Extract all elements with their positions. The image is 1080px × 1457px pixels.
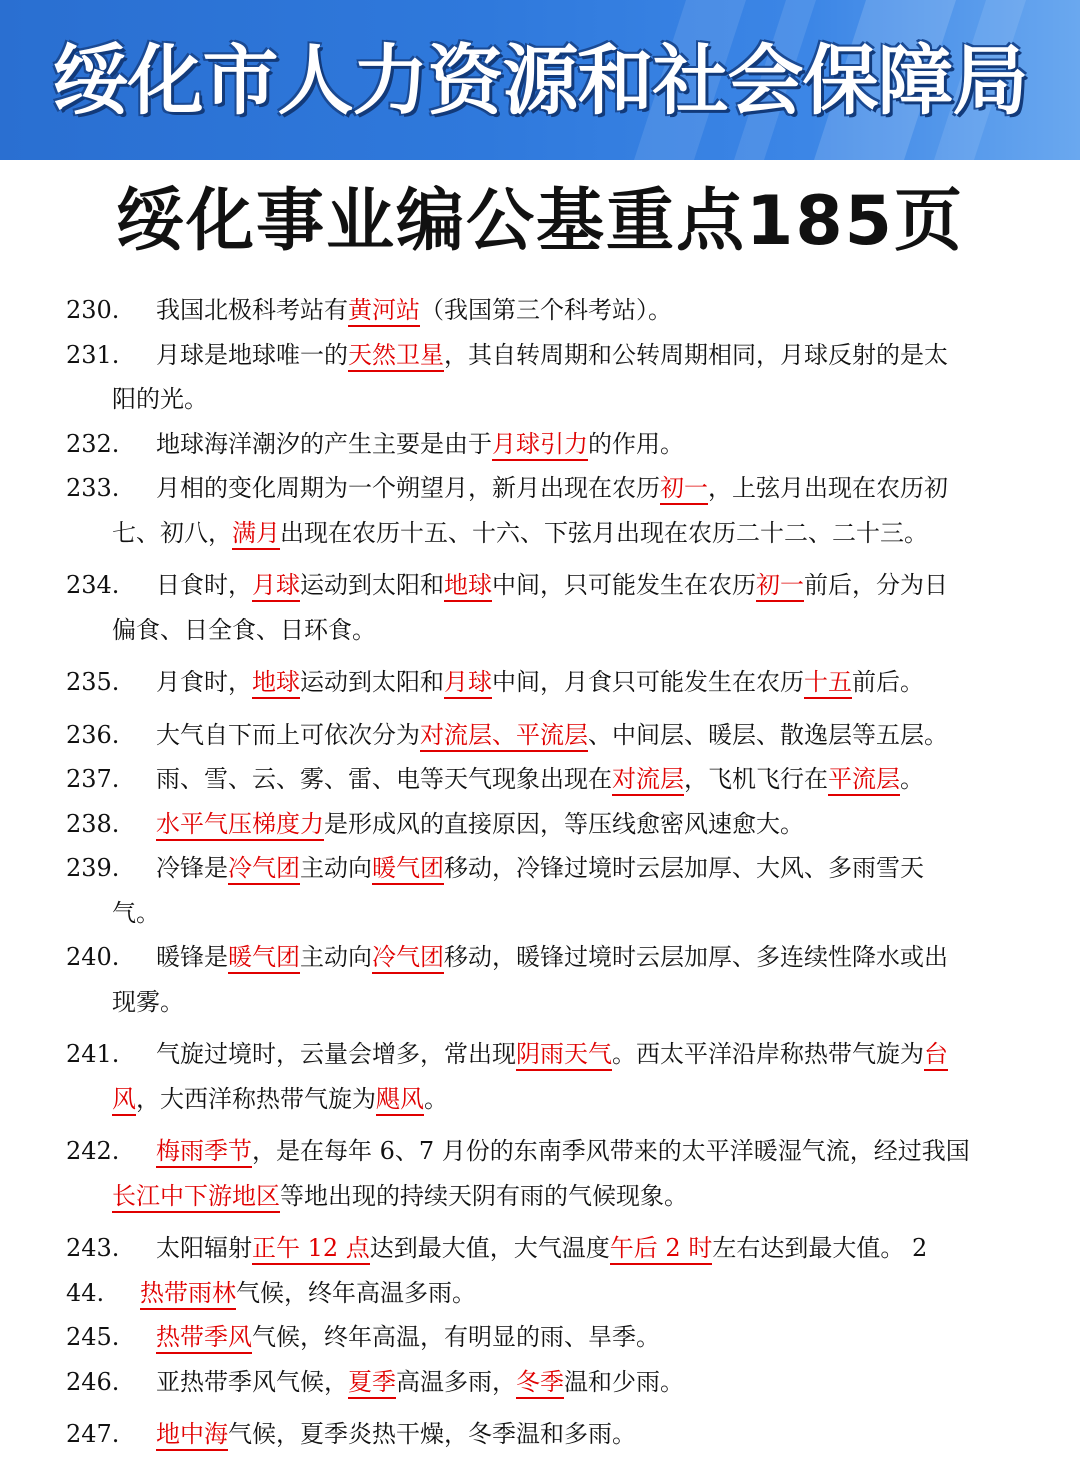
text-segment: 日食时， [156,571,252,599]
text-segment: 雨、雪、云、雾、雷、电等天气现象出现在 [156,765,612,793]
list-item [0,466,1080,555]
text-segment: 中间，月食只可能发生在农历 [492,668,804,696]
text-segment: 是形成风的直接原因，等压线愈密风速愈大。 [324,809,804,838]
item-text [112,333,970,422]
text-segment: 高温多雨， [396,1367,516,1396]
item-text [112,422,970,467]
text-segment: ，上弦月出现在农历初七、初八， [112,474,948,547]
item-number: 246. [66,1367,120,1396]
text-segment: 、中间层、暖层、散逸层等五层。 [588,720,948,749]
spacer [0,652,1080,660]
spacer [0,1121,1080,1129]
page-title: 绥化事业编公基重点185页 [116,182,964,261]
highlighted-term: 月球 [252,571,300,602]
item-number: 236. [66,720,120,749]
item-number: 235. [66,668,120,696]
list-item [0,563,1080,652]
list-item [0,1271,1080,1316]
text-segment: 暖锋是 [156,943,228,971]
spacer [0,1024,1080,1032]
list-item [0,1360,1080,1405]
item-number: 230. [66,296,120,324]
text-segment: 气旋过境时，云量会增多，常出现 [156,1040,516,1068]
highlighted-term: 冷气团 [372,943,444,974]
text-segment: 月食时， [156,668,252,696]
text-segment: 月相的变化周期为一个朔望月，新月出现在农历 [156,474,660,502]
text-segment: 运动到太阳和 [300,571,444,599]
item-text [112,1412,970,1457]
text-segment: 主动向 [300,854,372,882]
text-segment: 气候，终年高温多雨。 [236,1278,476,1307]
spacer [0,555,1080,563]
item-text [112,935,970,1024]
text-segment: 气候，夏季炎热干燥，冬季温和多雨。 [228,1420,636,1448]
text-segment: ，大西洋称热带气旋为 [136,1084,376,1113]
highlighted-term: 长江中下游地区 [112,1182,280,1213]
item-number: 242. [66,1137,120,1165]
list-item [0,422,1080,467]
item-text [112,563,970,652]
item-text [112,466,970,555]
text-segment: 前后，分为日偏食、日全食、日环食。 [112,571,948,644]
text-segment: 主动向 [300,943,372,971]
list-item [0,333,1080,422]
highlighted-term: 台风 [112,1040,948,1116]
text-segment: 运动到太阳和 [300,668,444,696]
text-segment: （我国第三个科考站）。 [420,296,672,324]
item-number: 238. [66,809,120,838]
highlighted-term: 热带季风 [156,1323,252,1354]
highlighted-term: 正午 12 点 [252,1234,370,1265]
text-segment: 移动，冷锋过境时云层加厚、大风、多雨雪天气。 [112,854,924,927]
item-text [112,1271,970,1316]
item-text [112,1226,970,1271]
list-item [0,1226,1080,1271]
item-text [112,1360,970,1405]
spacer [0,1218,1080,1226]
item-text [112,660,970,705]
text-segment: 我国北极科考站有 [156,296,348,324]
highlighted-term: 暖气团 [372,854,444,885]
item-number: 44. [66,1278,105,1307]
highlighted-term: 冷气团 [228,854,300,885]
item-number: 240. [66,943,120,971]
highlighted-term: 地球 [252,668,300,699]
text-segment: 等地出现的持续天阴有雨的气候现象。 [280,1181,688,1210]
item-number: 232. [66,429,120,458]
text-segment: 前后。 [852,668,924,696]
highlighted-term: 地中海 [156,1420,228,1451]
list-item [0,1129,1080,1218]
item-text [112,288,970,333]
item-number: 233. [66,474,120,502]
text-segment: 月球是地球唯一的 [156,340,348,369]
item-text [112,1032,970,1121]
text-segment: 冷锋是 [156,854,228,882]
highlighted-term: 午后 2 时 [610,1234,713,1265]
text-segment: 达到最大值，大气温度 [369,1234,610,1262]
highlighted-term: 梅雨季节 [156,1137,252,1168]
text-segment: 移动，暖锋过境时云层加厚、多连续性降水或出现雾。 [112,943,948,1016]
spacer [0,705,1080,713]
highlighted-term: 十五 [804,668,852,699]
highlighted-term: 阴雨天气 [516,1040,612,1071]
header-banner [0,0,1080,160]
highlighted-term: 初一 [756,571,804,602]
item-number: 239. [66,854,120,882]
text-segment: 太阳辐射 [156,1234,252,1262]
text-segment: 。 [424,1084,448,1113]
item-text [112,757,970,802]
spacer [0,1404,1080,1412]
text-segment: 出现在农历十五、十六、下弦月出现在农历二十二、二十三。 [280,518,928,547]
text-segment: 左右达到最大值。 2 [712,1234,928,1262]
text-segment: 中间，只可能发生在农历 [492,571,756,599]
text-segment: 大气自下而上可依次分为 [156,720,420,749]
highlighted-term: 天然卫星 [348,341,444,372]
list-item [0,802,1080,847]
text-segment: 气候，终年高温，有明显的雨、旱季。 [252,1323,660,1351]
highlighted-term: 月球引力 [492,430,588,461]
highlighted-term: 飓风 [376,1085,424,1116]
list-item [0,757,1080,802]
list-item [0,288,1080,333]
list-item [0,846,1080,935]
list-item [0,713,1080,758]
text-segment: 。 [900,765,924,793]
text-segment: 地球海洋潮汐的产生主要是由于 [156,429,492,458]
list-item [0,660,1080,705]
item-number: 243. [66,1234,120,1262]
highlighted-term: 初一 [660,474,708,505]
banner-title: 绥化市人力资源和社会保障局 [52,36,1028,125]
item-text [112,1315,970,1360]
text-segment: 亚热带季风气候， [156,1367,348,1396]
highlighted-term: 对流层、平流层 [420,721,588,752]
list-item [0,1315,1080,1360]
item-text [112,713,970,758]
item-number: 241. [66,1040,120,1068]
highlighted-term: 平流层 [828,765,900,796]
item-number: 231. [66,340,120,369]
text-segment: 的作用。 [588,429,684,458]
list-item [0,935,1080,1024]
highlighted-term: 月球 [444,668,492,699]
item-text [112,846,970,935]
knowledge-point-list [0,288,1080,1457]
list-item [0,1032,1080,1121]
item-number: 234. [66,571,120,599]
highlighted-term: 冬季 [516,1368,564,1399]
text-segment: 温和少雨。 [564,1367,684,1396]
item-number: 237. [66,765,120,793]
text-segment: ，飞机飞行在 [684,765,828,793]
highlighted-term: 地球 [444,571,492,602]
highlighted-term: 暖气团 [228,943,300,974]
item-text [112,802,970,847]
highlighted-term: 夏季 [348,1368,396,1399]
highlighted-term: 热带雨林 [140,1279,236,1310]
text-segment: ，是在每年 6、7 月份的东南季风带来的太平洋暖湿气流，经过我国 [252,1137,970,1165]
text-segment: ，其自转周期和公转周期相同，月球反射的是太阳的光。 [112,340,948,413]
item-text [112,1129,970,1218]
highlighted-term: 满月 [232,519,280,550]
highlighted-term: 对流层 [612,765,684,796]
list-item [0,1412,1080,1457]
text-segment: 。西太平洋沿岸称热带气旋为 [612,1040,924,1068]
item-number: 247. [66,1420,120,1448]
highlighted-term: 水平气压梯度力 [156,810,324,841]
item-number: 245. [66,1323,120,1351]
highlighted-term: 黄河站 [348,296,420,327]
